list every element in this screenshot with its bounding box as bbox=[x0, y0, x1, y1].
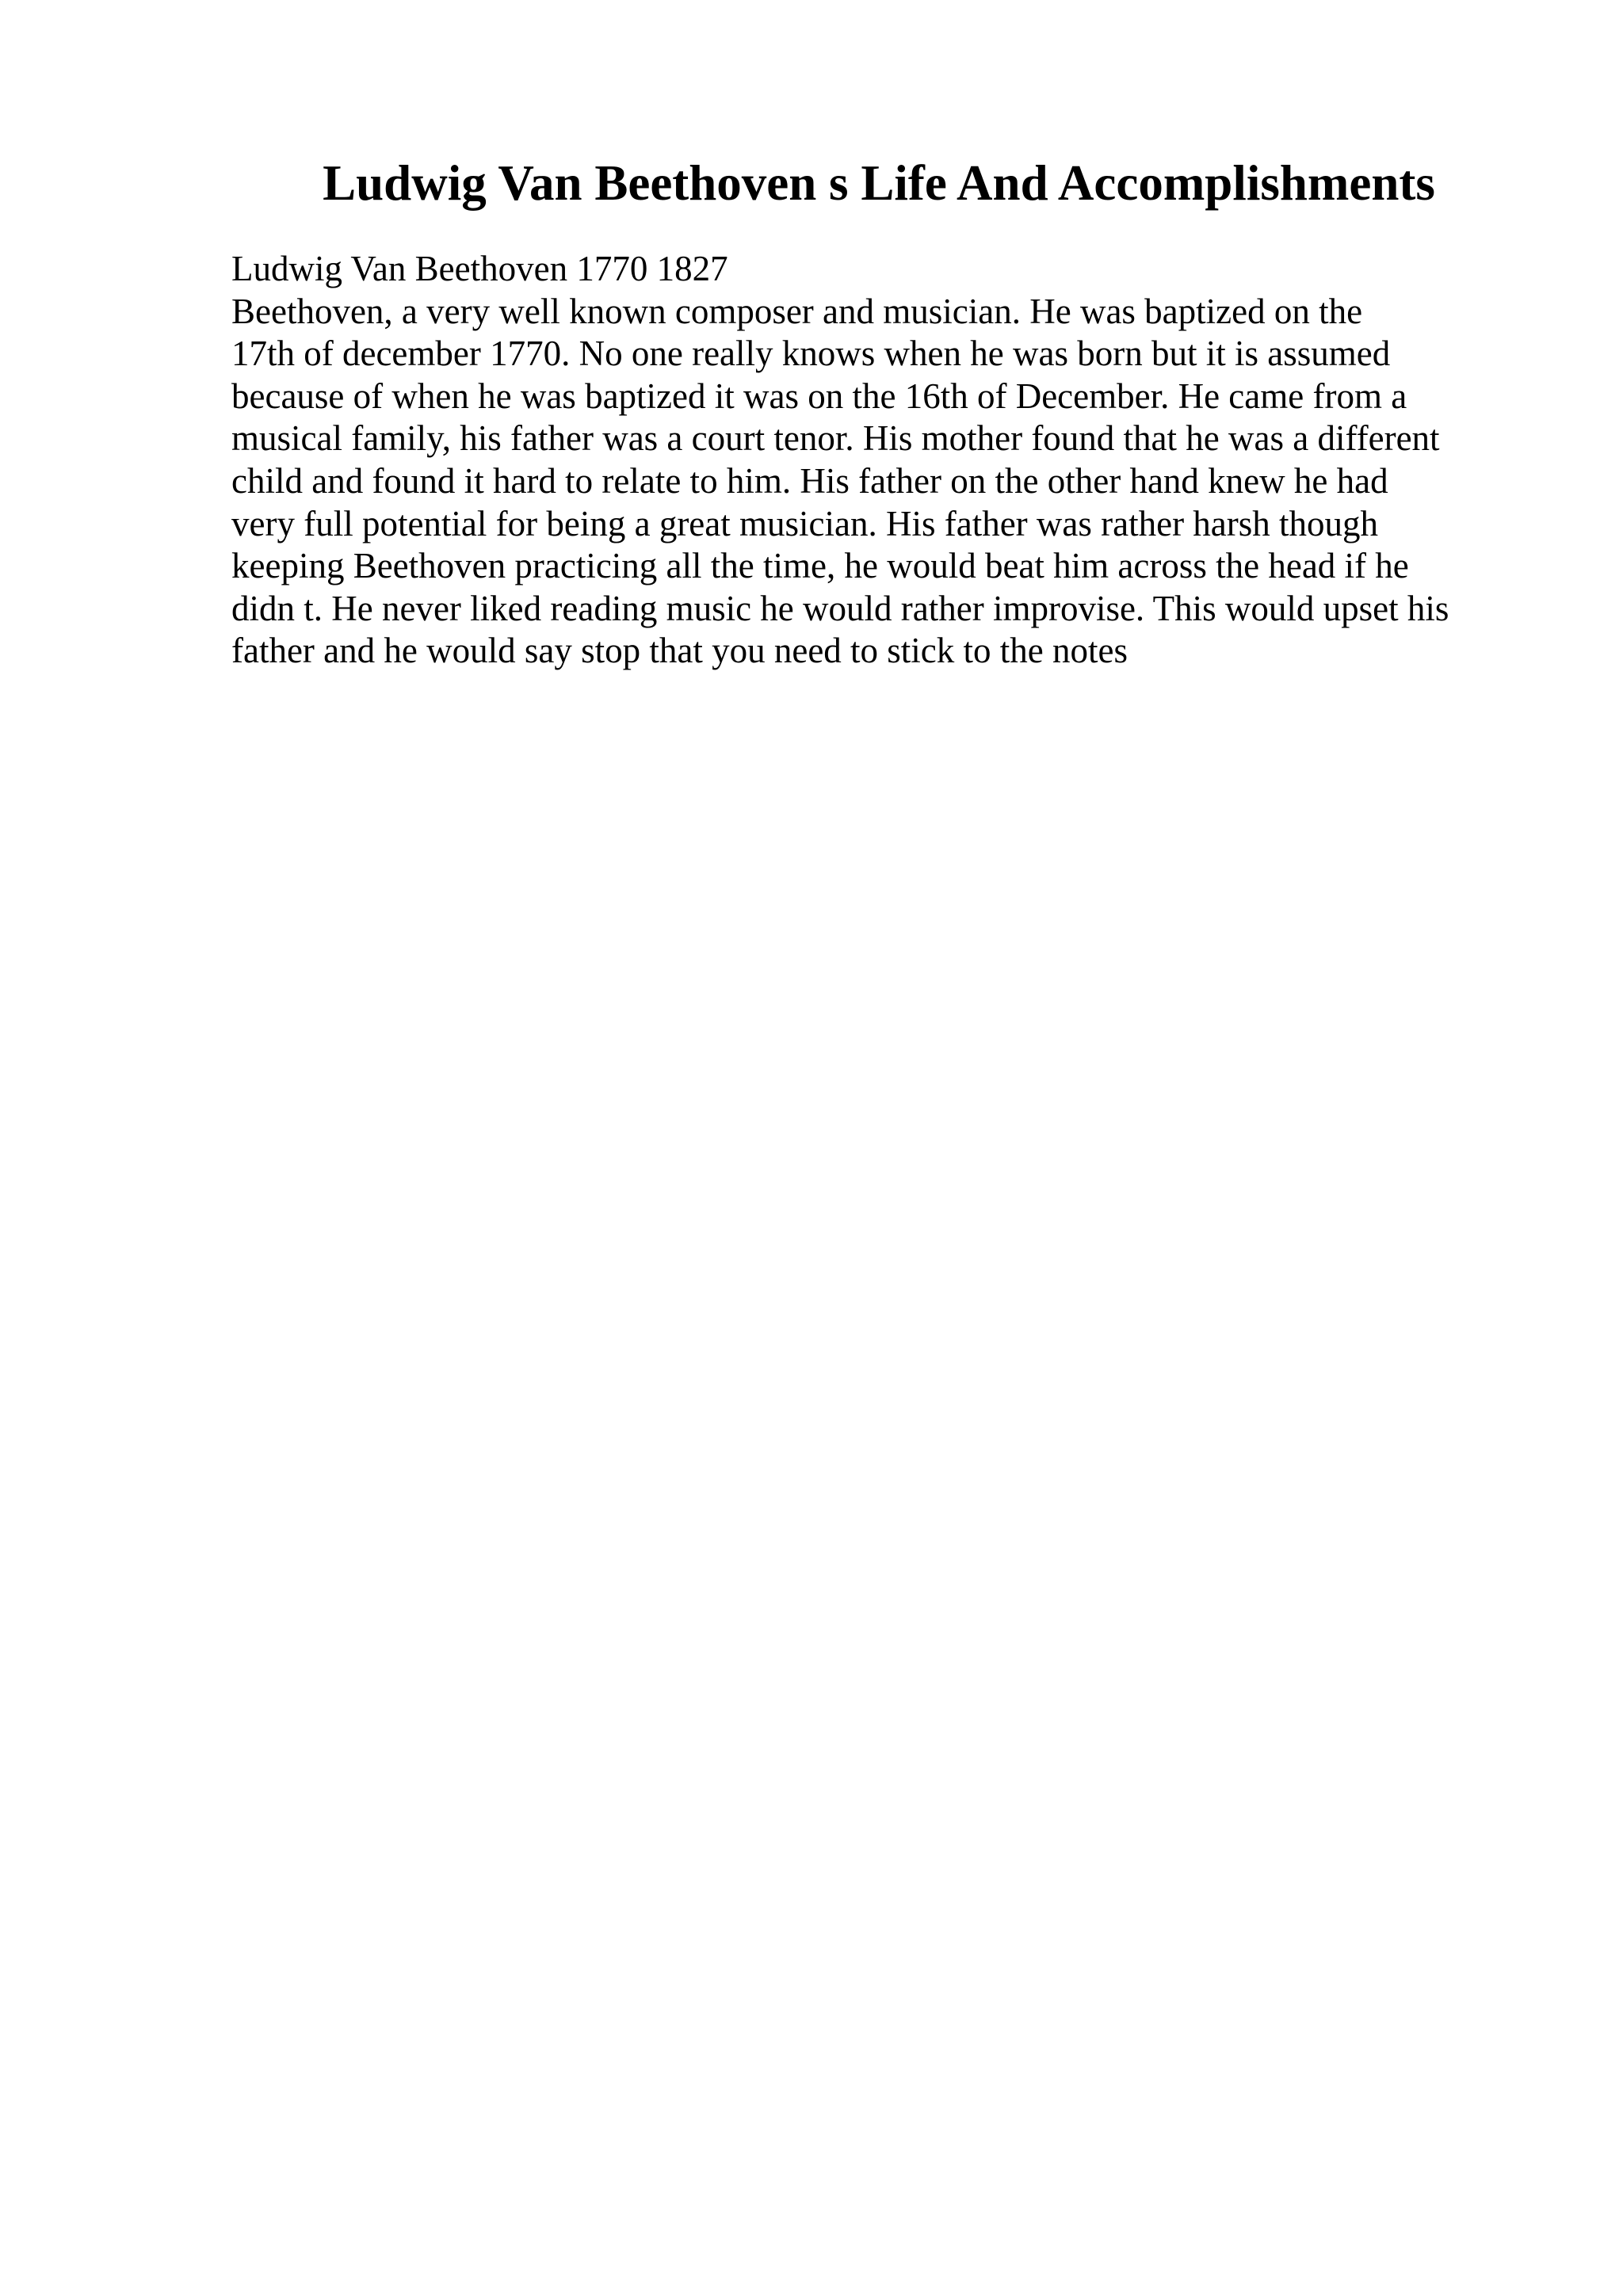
document-body bbox=[231, 248, 1594, 673]
body-line: musical family, his father was a court tenor. His mother found that he was a different bbox=[231, 418, 1440, 459]
body-line: didn t. He never liked reading music he would rather improvise. This would upset his bbox=[231, 588, 1449, 628]
body-line: Beethoven, a very well known composer and musician. He was baptized on the bbox=[231, 291, 1363, 331]
body-line: keeping Beethoven practicing all the time, he would beat him across the head if he bbox=[231, 546, 1409, 586]
body-line: Ludwig Van Beethoven 1770 1827 bbox=[231, 249, 728, 288]
body-line: very full potential for being a great musician. His father was rather harsh though bbox=[231, 503, 1379, 543]
body-line: child and found it hard to relate to him. His father on the other hand knew he had bbox=[231, 460, 1388, 501]
body-line: father and he would say stop that you need to stick to the notes bbox=[231, 631, 1128, 671]
body-line: because of when he was baptized it was on the 16th of December. He came from a bbox=[231, 376, 1407, 416]
body-line: 17th of december 1770. No one really knows when he was born but it is assumed bbox=[231, 334, 1391, 374]
document-title: Ludwig Van Beethoven s Life And Accomplishments bbox=[323, 155, 1435, 211]
